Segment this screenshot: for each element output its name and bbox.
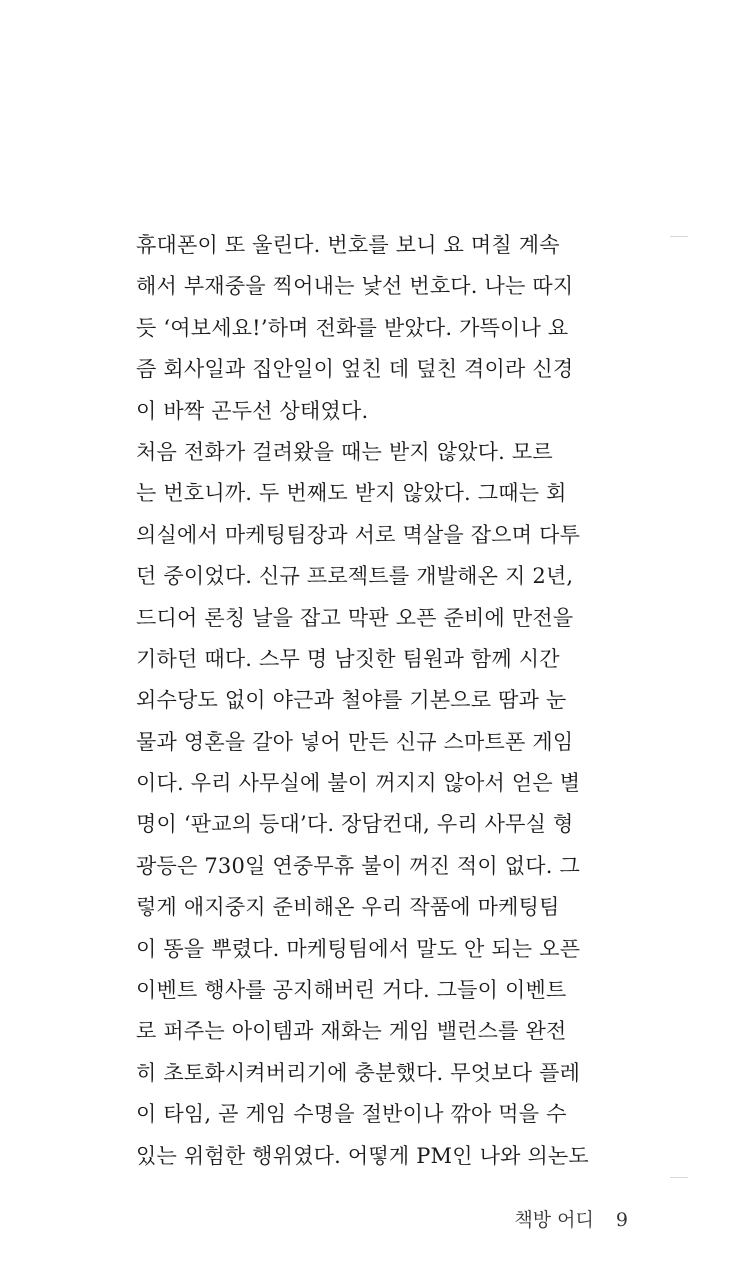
text-line-8: 의실에서 마케팅팀장과 서로 멱살을 잡으며 다투: [136, 522, 581, 547]
text-line-4: 즘 회사일과 집안일이 엎친 데 덮친 격이라 신경: [136, 357, 574, 382]
text-line-5: 이 바짝 곤두선 상태였다.: [136, 398, 369, 423]
text-line-14: 이다. 우리 사무실에 불이 꺼지지 않아서 얻은 별: [136, 771, 581, 796]
text-line-12: 외수당도 없이 야근과 철야를 기본으로 땀과 눈: [136, 688, 567, 713]
text-line-10: 드디어 론칭 날을 잡고 막판 오픈 준비에 만전을: [136, 605, 574, 630]
text-line-18: 이 똥을 뿌렸다. 마케팅팀에서 말도 안 되는 오픈: [136, 936, 581, 961]
body-text: [136, 225, 636, 1177]
page-footer: [514, 1207, 628, 1233]
text-line-2: 해서 부재중을 찍어내는 낯선 번호다. 나는 따지: [136, 274, 574, 299]
margin-rule-top: [670, 236, 688, 237]
text-line-21: 히 초토화시켜버리기에 충분했다. 무엇보다 플레: [136, 1060, 581, 1085]
margin-rule-bottom: [670, 1177, 688, 1178]
text-line-19: 이벤트 행사를 공지해버린 거다. 그들이 이벤트: [136, 978, 567, 1003]
text-line-1: 휴대폰이 또 울린다. 번호를 보니 요 며칠 계속: [136, 233, 560, 257]
text-line-17: 렇게 애지중지 준비해온 우리 작품에 마케팅팀: [136, 895, 560, 920]
text-line-6: 처음 전화가 걸려왔을 때는 받지 않았다. 모르: [136, 439, 553, 464]
text-line-16: 광등은 730일 연중무휴 불이 꺼진 적이 없다. 그: [136, 853, 580, 878]
text-line-22: 이 타임, 곧 게임 수명을 절반이나 깎아 먹을 수: [136, 1102, 567, 1127]
text-line-3: 듯 ‘여보세요!’하며 전화를 받았다. 가뜩이나 요: [136, 315, 569, 340]
running-title: 책방 어디: [514, 1209, 594, 1231]
text-line-23: 있는 위험한 행위였다. 어떻게 PM인 나와 의논도: [136, 1143, 589, 1168]
text-line-15: 명이 ‘판교의 등대’다. 장담컨대, 우리 사무실 형: [136, 812, 574, 837]
text-line-7: 는 번호니까. 두 번째도 받지 않았다. 그때는 회: [136, 481, 567, 506]
text-line-13: 물과 영혼을 갈아 넣어 만든 신규 스마트폰 게임: [136, 729, 574, 754]
page-number: 9: [615, 1209, 628, 1231]
text-line-9: 던 중이었다. 신규 프로젝트를 개발해온 지 2년,: [136, 564, 574, 589]
text-line-20: 로 퍼주는 아이템과 재화는 게임 밸런스를 완전: [136, 1019, 567, 1044]
text-line-11: 기하던 때다. 스무 명 남짓한 팀원과 함께 시간: [136, 646, 560, 671]
